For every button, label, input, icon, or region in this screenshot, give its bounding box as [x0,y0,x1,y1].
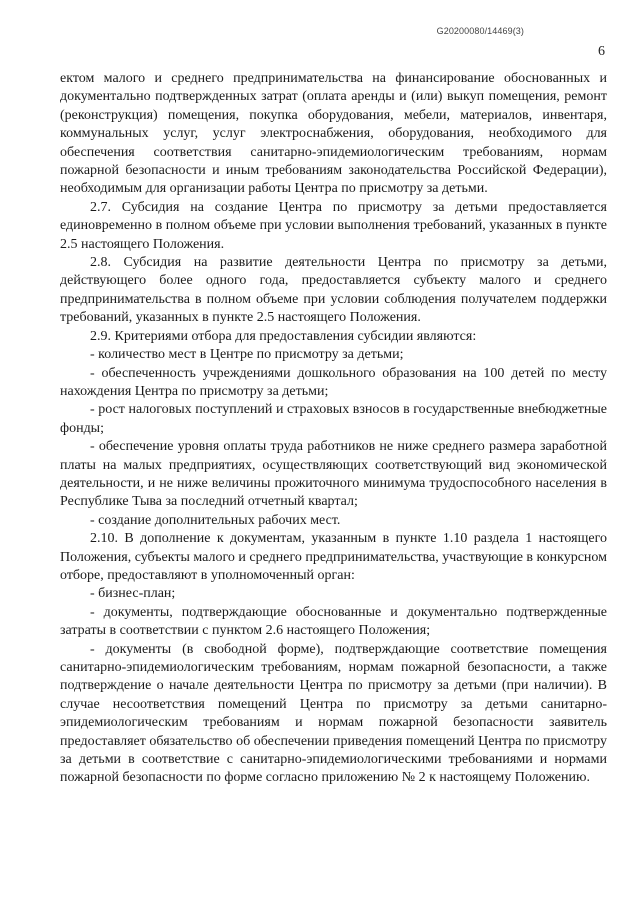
list-item: - создание дополнительных рабочих мест. [90,512,341,528]
paragraph: 2.8. Субсидия на развитие деятельности Центра по присмотру за детьми, действующего более одного года, предоставляется субъекту малого и среднего предпринимательства в полном объеме при условии соблюдения получателем поддержки требований, указанных в пункте 2.5 настоящего Положения. [60,255,607,326]
paragraph: 2.7. Субсидия на создание Центра по присмотру за детьми предоставляется единовременно в полном объеме при условии выполнения требований, указанных в пункте 2.5 настоящего Положения. [60,199,607,252]
list-item: - документы (в свободной форме), подтверждающие соответствие помещения санитарно-эпидемиологическим требованиям, нормам пожарной безопасности, а также подтверждение о начале деятельности Центра по присмотру за детьми (при наличии). В случае несоответствия помещений Центра по присмотру за детьми санитарно-эпидемиологическим требованиям и нормам пожарной безопасности заявитель предоставляет обязательство об обеспечении приведения помещений Центра по присмотру за детьми в соответствие с санитарно-эпидемиологическими требованиями и нормами пожарной безопасности по форме согласно приложению № 2 к настоящему Положению. [60,641,607,786]
list-item: - бизнес-план; [90,586,176,602]
list-item: - количество мест в Центре по присмотру за детьми; [90,347,404,363]
document-id: G20200080/14469(3) [436,26,524,36]
list-item: - обеспечение уровня оплаты труда работников не ниже среднего размера заработной платы на малых предприятиях, осуществляющих соответствующий вид экономической деятельности, и не ниже величины прожиточного минимума трудоспособного населения в Республике Тыва за последний отчетный квартал; [60,439,607,510]
list-item: - документы, подтверждающие обоснованные и документально подтвержденные затраты в соответствии с пунктом 2.6 настоящего Положения; [60,604,607,639]
list-item: - рост налоговых поступлений и страховых взносов в государственные внебюджетные фонды; [60,402,607,436]
page-number: 6 [598,44,605,59]
paragraph: 2.10. В дополнение к документам, указанным в пункте 1.10 раздела 1 настоящего Положения, субъекты малого и среднего предпринимательства, участвующие в конкурсном отборе, предоставляют в уполномоченный орган: [60,531,608,583]
paragraph: ектом малого и среднего предпринимательства на финансирование обоснованных и документально подтвержденных затрат (оплата аренды и (или) выкуп помещения, ремонт (реконструкция) помещения, покупка оборудования, мебели, материалов, инвентаря, коммунальных услуг, услуг электроснабжения, оборудования, необходимого для обеспечения соответствия санитарно-эпидемиологическим требованиям, нормам пожарной безопасности и иным требованиям законодательства Российской Федерации), необходимым для организации работы Центра по присмотру за детьми. [60,71,607,197]
document-body [60,70,607,788]
paragraph: 2.9. Критериями отбора для предоставления субсидии являются: [90,328,477,344]
list-item: - обеспеченность учреждениями дошкольного образования на 100 детей по месту нахождения Центра по присмотру за детьми; [60,365,607,399]
